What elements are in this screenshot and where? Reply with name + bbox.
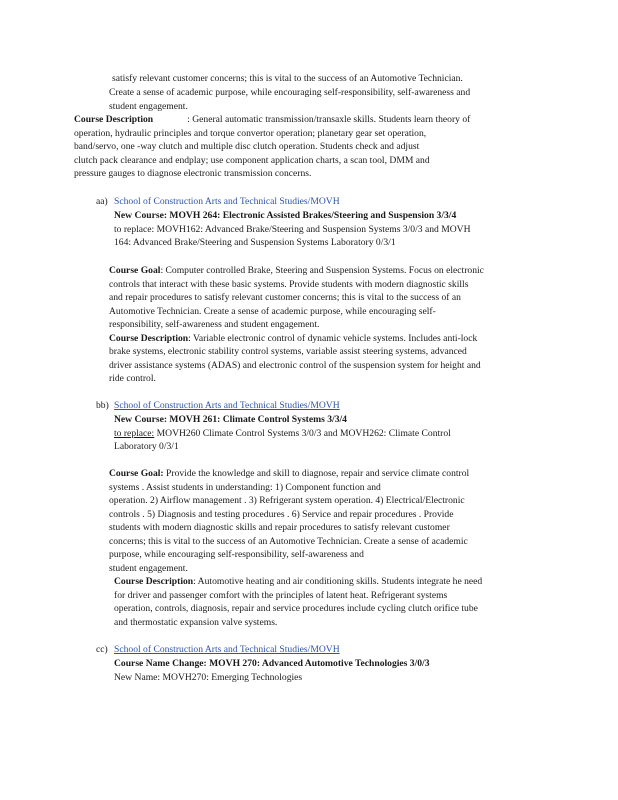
course-goal-text: : Computer controlled Brake, Steering and Suspension Systems. Focus on electronic: [160, 265, 484, 276]
course-description-line: band/servo, one -way clutch and multiple disc clutch operation. Students check and adjust: [74, 141, 420, 152]
course-name-change: Course Name Change: MOVH 270: Advanced Automotive Technologies 3/0/3: [114, 658, 430, 669]
course-goal-line: systems . Assist students in understanding: 1) Component function and: [109, 481, 381, 493]
course-description-line: and thermostatic expansion valve systems.: [114, 616, 278, 628]
item-aa-goal: [109, 264, 559, 386]
item-cc: [96, 643, 556, 657]
replace-line: Laboratory 0/3/1: [114, 441, 179, 452]
replace-line: to replace: MOVH162: Advanced Brake/Steering and Suspension Systems 3/0/3 and MOVH: [114, 223, 471, 235]
intro-paragraph-cont: [109, 86, 569, 113]
item-aa: [96, 195, 556, 209]
item-marker: bb): [96, 400, 109, 411]
new-course-title: New Course: MOVH 264: Electronic Assisted Brakes/Steering and Suspension 3/3/4: [114, 210, 457, 221]
course-goal-line: responsibility, self-awareness and student engagement.: [109, 319, 320, 330]
course-description-line: pressure gauges to diagnose electronic transmission concerns.: [74, 168, 312, 179]
course-goal-label: Course Goal: [109, 265, 161, 276]
school-heading-link[interactable]: School of Construction Arts and Technical Studies/MOVH: [114, 400, 340, 411]
intro-paragraph: [112, 72, 572, 86]
course-description-text: : General automatic transmission/transaxle skills. Students learn theory of: [187, 114, 471, 125]
course-goal-line: students with modern diagnostic skills and repair procedures to satisfy relevant customer: [109, 522, 450, 533]
intro-line: Create a sense of academic purpose, while encouraging self-responsibility, self-awareness and: [109, 87, 471, 98]
course-goal-line: controls that interact with these basic systems. Provide students with modern diagnostic skills: [109, 278, 469, 290]
item-bb-desc: [114, 575, 564, 629]
course-goal-line: controls . 5) Diagnosis and testing procedures . 6) Service and repair procedures . Provide: [109, 508, 454, 520]
intro-line: satisfy relevant customer concerns; this is vital to the success of an Automotive Technician.: [112, 73, 463, 84]
school-heading-link[interactable]: School of Construction Arts and Technical Studies/MOVH: [114, 644, 340, 655]
replace-text: MOVH260 Climate Control Systems 3/0/3 and MOVH262: Climate Control: [154, 427, 451, 439]
intro-line: student engagement.: [109, 100, 188, 112]
prev-course-description: [74, 113, 554, 181]
course-goal-line: Automotive Technician. Create a sense of academic purpose, while encouraging self-: [109, 305, 436, 317]
new-course-title: New Course: MOVH 261: Climate Control Systems 3/3/4: [114, 414, 347, 425]
course-description-line: clutch pack clearance and endplay; use component application charts, a scan tool, DMM and: [74, 154, 430, 166]
course-description-line: operation, controls, diagnosis, repair and service procedures include cycling clutch orifice tube: [114, 603, 478, 614]
course-goal-text: Provide the knowledge and skill to diagnose, repair and service climate control: [163, 468, 470, 479]
course-goal-line: student engagement.: [109, 562, 188, 574]
item-marker: cc): [96, 644, 108, 655]
course-description-line: brake systems, electronic stability control systems, variable assist steering systems, advanced: [109, 346, 467, 357]
new-name-line: New Name: MOVH270: Emerging Technologies: [114, 671, 303, 683]
replace-label: to replace:: [114, 427, 155, 439]
course-goal-line: and repair procedures to satisfy relevant customer concerns; this is vital to the success of an: [109, 292, 461, 303]
course-goal-line: purpose, while encouraging self-responsibility, self-awareness and: [109, 549, 364, 560]
item-bb-goal: [109, 467, 569, 575]
school-heading-link[interactable]: School of Construction Arts and Technical Studies/MOVH: [114, 196, 340, 207]
course-description-line: for driver and passenger comfort with the principles of latent heat. Refrigerant systems: [114, 589, 448, 601]
course-description-label: Course Description: [74, 114, 154, 125]
course-description-text: : Automotive heating and air conditioning skills. Students integrate he need: [193, 576, 483, 587]
item-bb: [96, 399, 556, 413]
course-description-line: operation, hydraulic principles and torque convertor operation; planetary gear set operation,: [74, 127, 427, 139]
course-description-label: Course Description: [114, 576, 194, 587]
item-marker: aa): [96, 196, 108, 207]
course-goal-label: Course Goal:: [109, 468, 164, 479]
item-bb-body: [114, 413, 564, 454]
item-aa-body: [114, 209, 564, 250]
course-description-line: driver assistance systems (ADAS) and electronic control of the suspension system for height and: [109, 359, 481, 371]
course-description-text: : Variable electronic control of dynamic vehicle systems. Includes anti-lock: [188, 332, 478, 344]
course-description-label: Course Description: [109, 332, 189, 344]
replace-line: 164: Advanced Brake/Steering and Suspension Systems Laboratory 0/3/1: [114, 237, 396, 248]
course-goal-line: operation. 2) Airflow management . 3) Refrigerant system operation. 4) Electrical/Electronic: [109, 495, 465, 506]
course-goal-line: concerns; this is vital to the success of an Automotive Technician. Create a sense of academic: [109, 535, 468, 547]
course-description-line: ride control.: [109, 373, 156, 384]
item-cc-body: [114, 657, 564, 684]
